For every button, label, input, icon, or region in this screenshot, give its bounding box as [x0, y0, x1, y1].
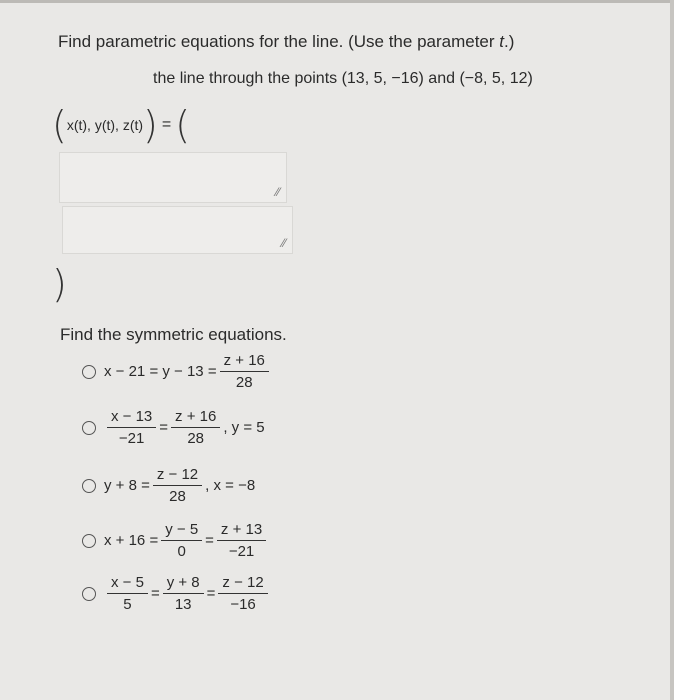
fraction-denominator: −16 [230, 596, 256, 613]
radio-unselected-icon[interactable] [82, 421, 96, 435]
option-3-fraction [153, 466, 202, 505]
question-subtitle: the line through the points (13, 5, −16) and (−8, 5, 12) [153, 70, 533, 87]
equals-sign: = [205, 532, 214, 549]
radio-unselected-icon[interactable] [82, 587, 96, 601]
symmetric-option-1[interactable] [82, 352, 272, 391]
resize-handle-icon[interactable]: ⁄⁄ [281, 236, 286, 250]
fraction-numerator: y + 8 [163, 574, 204, 594]
option-4-fraction-2 [217, 521, 266, 560]
fraction-numerator: y − 5 [161, 521, 202, 541]
fraction-denominator: 28 [235, 374, 253, 391]
radio-unselected-icon[interactable] [82, 365, 96, 379]
right-paren: ) [143, 103, 158, 147]
option-1-fraction [220, 352, 269, 391]
symmetric-option-2[interactable] [82, 408, 265, 447]
question-title-text: Find parametric equations for the line. (Use the parameter [58, 32, 500, 51]
parameter-name: t [499, 32, 505, 51]
fraction-denominator: 5 [123, 596, 132, 613]
option-3-suffix: , x = −8 [205, 477, 256, 494]
equals-sign: = [206, 585, 216, 602]
radio-unselected-icon[interactable] [82, 479, 96, 493]
fraction-denominator: 28 [169, 488, 186, 505]
option-1-prefix: x − 21 = y − 13 = [104, 363, 217, 380]
fraction-denominator: 0 [177, 543, 186, 560]
symmetric-option-5[interactable] [82, 574, 271, 613]
answer-input-2[interactable] [62, 206, 293, 254]
equals-sign: = [159, 419, 169, 436]
option-4-prefix: x + 16 = [104, 532, 159, 549]
fraction-denominator: 28 [187, 430, 205, 447]
fraction-numerator: z − 12 [153, 466, 202, 486]
photo-frame-right [670, 0, 674, 700]
fraction-numerator: z + 13 [217, 521, 266, 541]
symmetric-option-4[interactable] [82, 521, 269, 560]
fraction-numerator: x − 13 [107, 408, 156, 428]
photo-frame-top [0, 0, 674, 3]
option-5-fraction-1 [107, 574, 148, 613]
left-paren: ( [52, 103, 67, 147]
option-5-fraction-2 [163, 574, 204, 613]
fraction-denominator: −21 [118, 430, 145, 447]
symmetric-title: Find the symmetric equations. [60, 325, 287, 344]
radio-unselected-icon[interactable] [82, 534, 96, 548]
parametric-equation-lhs [52, 103, 191, 147]
fraction-denominator: 13 [174, 596, 192, 613]
resize-handle-icon[interactable]: ⁄⁄ [275, 185, 280, 199]
option-2-suffix: , y = 5 [223, 419, 265, 436]
fraction-numerator: x − 5 [107, 574, 148, 594]
option-4-fraction-1 [161, 521, 202, 560]
question-title-end: .) [504, 32, 515, 51]
option-2-fraction-1 [107, 408, 156, 447]
answer-close-paren: ) [52, 262, 67, 306]
parametric-vector-label: x(t), y(t), z(t) [66, 117, 144, 133]
question-title [58, 32, 514, 52]
answer-open-paren: ( [175, 103, 191, 147]
option-5-fraction-3 [218, 574, 267, 613]
fraction-denominator: −21 [228, 543, 255, 560]
equals-sign: = [161, 116, 172, 133]
fraction-numerator: z − 12 [218, 574, 267, 594]
option-3-prefix: y + 8 = [104, 477, 150, 494]
symmetric-option-3[interactable] [82, 466, 255, 505]
equals-sign: = [150, 585, 160, 602]
option-2-fraction-2 [171, 408, 220, 447]
answer-input-1[interactable] [59, 152, 287, 203]
fraction-numerator: z + 16 [220, 352, 269, 372]
fraction-numerator: z + 16 [171, 408, 220, 428]
